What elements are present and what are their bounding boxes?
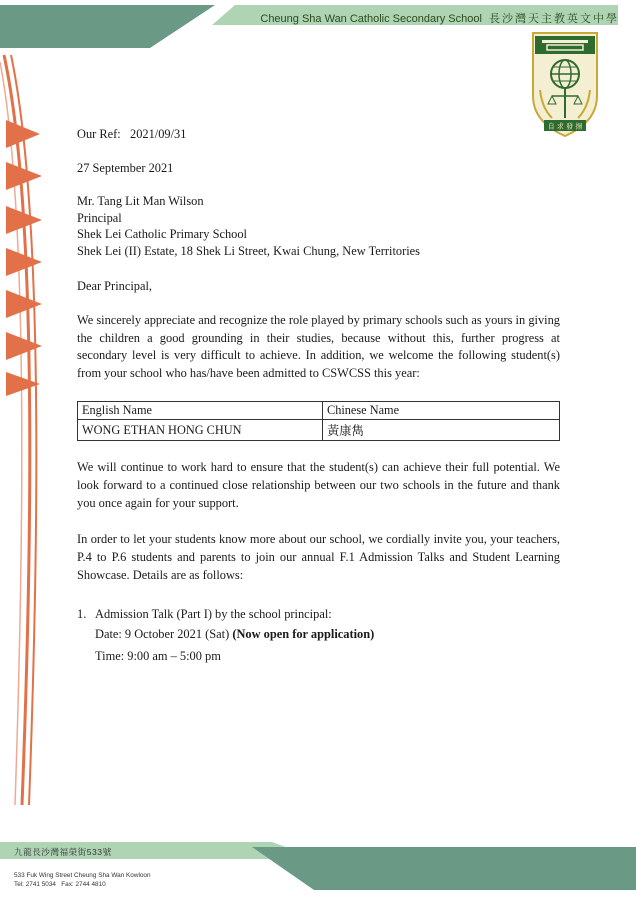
crest-motto: 自 求 發 揚 — [547, 122, 583, 131]
table-header-chinese-name: Chinese Name — [323, 402, 560, 420]
school-name-en: Cheung Sha Wan Catholic Secondary School — [260, 13, 482, 25]
paragraph-commitment: We will continue to work hard to ensure that the student(s) can achieve their full potential. We look forward to a continued close relationship between our two schools in the future and thank you once again for your support. — [77, 460, 560, 510]
paragraph-welcome: We sincerely appreciate and recognize the role played by primary schools such as yours in giving the children a good grounding in their studies, because without this, further progress at secondary level is very difficult to achieve. In addition, we welcome the following student(s) from your school who has/have been admitted to CSWCSS this year: — [77, 313, 560, 380]
salutation: Dear Principal, — [77, 279, 153, 293]
item-title: Admission Talk (Part I) by the school principal: — [95, 607, 332, 621]
left-ornament — [0, 50, 50, 810]
letter-date: 27 September 2021 — [77, 161, 174, 175]
our-ref-line — [77, 126, 560, 143]
recipient-block — [77, 193, 560, 259]
header-teal-wedge — [0, 5, 215, 48]
recipient-name: Mr. Tang Lit Man Wilson — [77, 194, 204, 208]
item-time: Time: 9:00 am – 5:00 pm — [95, 649, 221, 663]
student-english-name: WONG ETHAN HONG CHUN — [78, 420, 323, 441]
footer-address-en: 533 Fuk Wing Street Cheung Sha Wan Kowloon — [14, 872, 151, 879]
item-status: (Now open for application) — [232, 627, 375, 641]
footer-fax: Fax: 2744 4810 — [61, 881, 106, 888]
header-school-name — [260, 10, 619, 26]
recipient-school: Shek Lei Catholic Primary School — [77, 227, 248, 241]
school-crest-logo — [530, 30, 600, 140]
recipient-title: Principal — [77, 210, 122, 225]
our-ref-value: 2021/09/31 — [130, 127, 187, 141]
our-ref-label: Our Ref: — [77, 127, 121, 141]
table-header-english-name: English Name — [78, 402, 323, 420]
student-chinese-name: 黃康雋 — [323, 420, 560, 441]
footer-teal-wedge — [252, 847, 636, 890]
student-table — [77, 401, 560, 441]
table-header-row — [78, 402, 560, 420]
list-item — [77, 606, 560, 665]
footer-address-cn: 九龍長沙灣福榮街533號 — [14, 847, 112, 857]
item-date: Date: 9 October 2021 (Sat) — [95, 627, 230, 641]
table-row — [78, 420, 560, 441]
recipient-address: Shek Lei (II) Estate, 18 Shek Li Street, Kwai Chung, New Territories — [77, 243, 421, 258]
school-name-cn: 長沙灣天主教英文中學 — [489, 13, 619, 25]
footer-contact — [14, 871, 151, 889]
item-date-line — [77, 626, 560, 648]
item-number: 1. — [77, 607, 87, 621]
footer-tel: Tel: 2741 5034 — [14, 881, 56, 888]
paragraph-invitation: In order to let your students know more about our school, we cordially invite you, your teachers, P.4 to P.6 students and parents to join our annual F.1 Admission Talks and Student Learning Showcase. Details are as follows: — [77, 532, 560, 582]
